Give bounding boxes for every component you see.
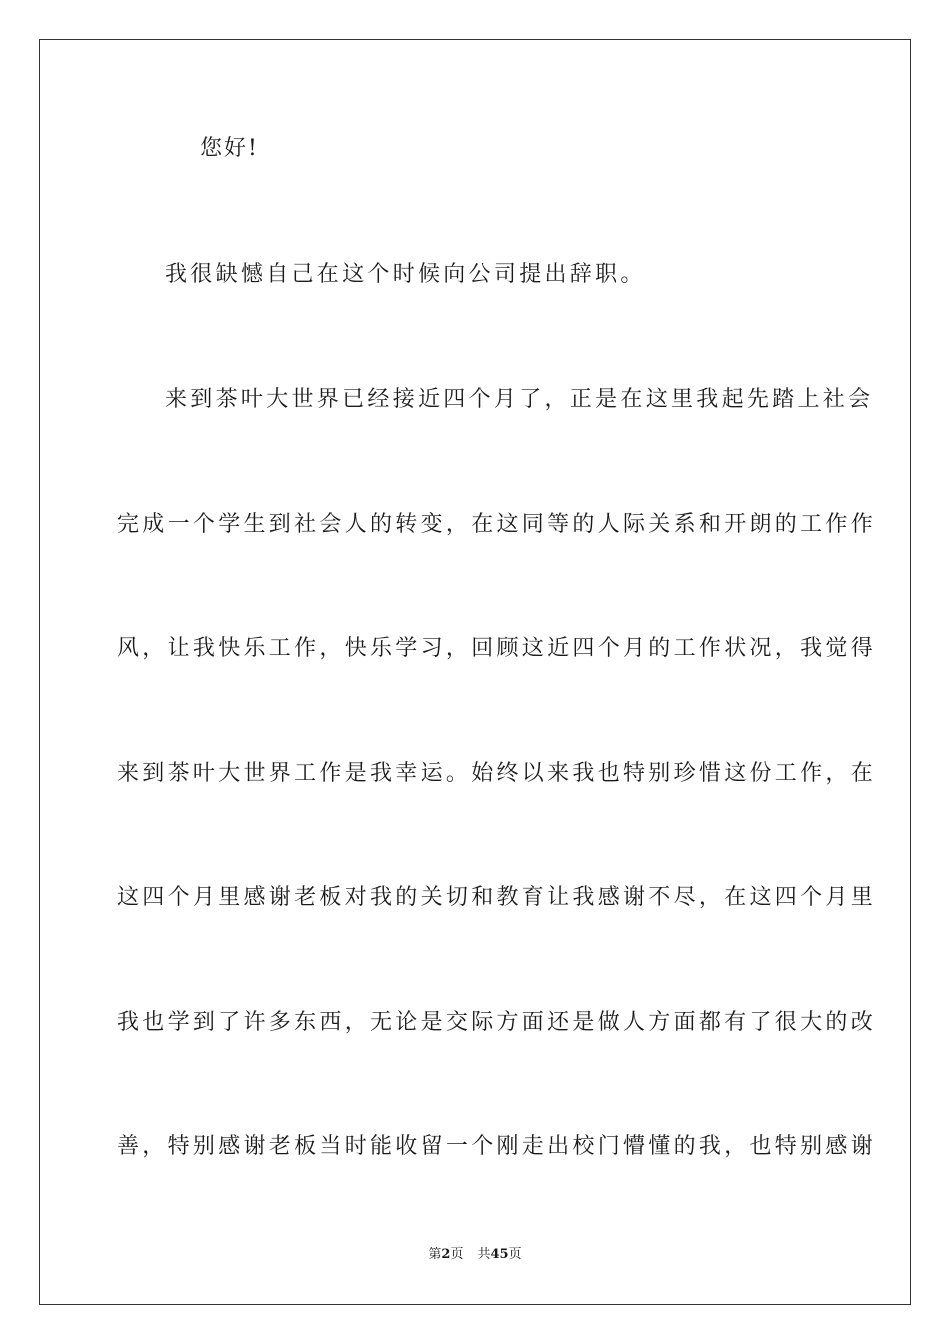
page-suffix: 页 bbox=[450, 1247, 464, 1262]
paragraph-line-2: 来到茶叶大世界已经接近四个月了，正是在这里我起先踏上社会 bbox=[165, 387, 874, 412]
paragraph-line-7: 我也学到了许多东西，无论是交际方面还是做人方面都有了很大的改 bbox=[117, 1010, 877, 1035]
total-prefix: 共 bbox=[477, 1247, 491, 1262]
total-suffix: 页 bbox=[508, 1247, 522, 1262]
page-prefix: 第 bbox=[428, 1247, 442, 1262]
page-border bbox=[39, 39, 911, 1305]
paragraph-line-6: 这四个月里感谢老板对我的关切和教育让我感谢不尽，在这四个月里 bbox=[117, 885, 877, 910]
paragraph-line-4: 风，让我快乐工作，快乐学习，回顾这近四个月的工作状况，我觉得 bbox=[117, 636, 877, 661]
page-number: 2 bbox=[441, 1247, 451, 1262]
page-footer bbox=[0, 1246, 950, 1264]
greeting: 您好! bbox=[200, 136, 259, 161]
total-pages: 45 bbox=[490, 1247, 509, 1262]
paragraph-line-8: 善，特别感谢老板当时能收留一个刚走出校门懵懂的我，也特别感谢 bbox=[117, 1134, 877, 1159]
paragraph-line-5: 来到茶叶大世界工作是我幸运。始终以来我也特别珍惜这份工作，在 bbox=[117, 761, 877, 786]
paragraph-line-1: 我很缺憾自己在这个时候向公司提出辞职。 bbox=[165, 262, 646, 287]
paragraph-line-3: 完成一个学生到社会人的转变，在这同等的人际关系和开朗的工作作 bbox=[117, 512, 877, 537]
